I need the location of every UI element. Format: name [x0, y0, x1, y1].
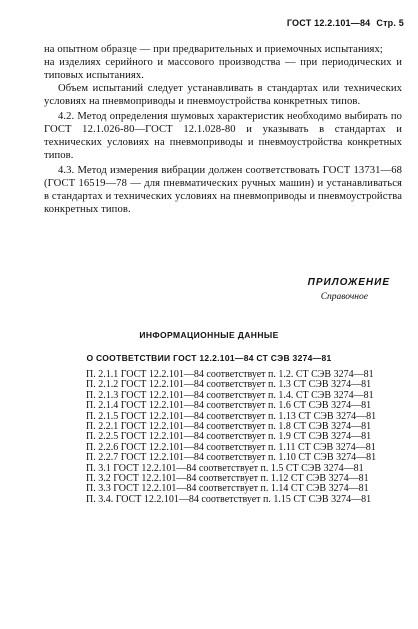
- paragraph: 4.3. Метод измерения вибрации должен соответствовать ГОСТ 13731—68 (ГОСТ 16519—78 — для пневматических ручных машин) и устанавливаться в стандартах и технических условиях на пневмоприводы и пневмоустройства конкретных типов.: [44, 165, 402, 215]
- paragraph: Объем испытаний следует устанавливать в стандартах или технических условиях на пневмоприводы и пневмоустройства конкретных типов.: [44, 83, 402, 107]
- list-item: П. 2.1.4 ГОСТ 12.2.101—84 соответствует п. 1.6 СТ СЭВ 3274—81: [86, 400, 372, 412]
- paragraph: на опытном образце — при предварительных и приемочных испытаниях;: [44, 44, 383, 55]
- correspondence-list: [86, 370, 404, 505]
- list-item: П. 2.1.1 ГОСТ 12.2.101—84 соответствует п. 1.2. СТ СЭВ 3274—81: [86, 369, 374, 380]
- info-subtitle: О СООТВЕТСТВИИ ГОСТ 12.2.101—84 СТ СЭВ 3274—81: [86, 353, 332, 363]
- page-number: Стр. 5: [376, 18, 404, 28]
- list-item: П. 3.1 ГОСТ 12.2.101—84 соответствует п. 1.5 СТ СЭВ 3274—81: [86, 462, 364, 474]
- body-text: [44, 43, 402, 216]
- standard-number: ГОСТ 12.2.101—84: [286, 18, 371, 28]
- list-item: П. 3.3 ГОСТ 12.2.101—84 соответствует п. 1.14 СТ СЭВ 3274—81: [86, 483, 369, 495]
- list-item: П. 2.2.1 ГОСТ 12.2.101—84 соответствует п. 1.8 СТ СЭВ 3274—81: [86, 421, 372, 433]
- paragraph: 4.2. Метод определения шумовых характеристик необходимо выбирать по ГОСТ 12.1.026-80—ГОСТ 12.1.028-80 и указывать в стандартах и технических условиях на пневмоприводы и пневмоустройства конкретных типов.: [44, 111, 402, 161]
- list-item: П. 3.2 ГОСТ 12.2.101—84 соответствует п. 1.12 СТ СЭВ 3274—81: [86, 473, 369, 485]
- list-item: П. 2.1.3 ГОСТ 12.2.101—84 соответствует п. 1.4. СТ СЭВ 3274—81: [86, 389, 374, 401]
- list-item: П. 3.4. ГОСТ 12.2.101—84 соответствует п. 1.15 СТ СЭВ 3274—81: [86, 493, 372, 505]
- page-header: [287, 18, 404, 28]
- info-title: ИНФОРМАЦИОННЫЕ ДАННЫЕ: [139, 330, 279, 340]
- list-item: П. 2.1.2 ГОСТ 12.2.101—84 соответствует п. 1.3 СТ СЭВ 3274—81: [86, 379, 372, 391]
- list-item: П. 2.2.6 ГОСТ 12.2.101—84 соответствует п. 1.11 СТ СЭВ 3274—81: [86, 441, 376, 453]
- appendix-subtitle: Справочное: [320, 292, 368, 302]
- list-item: П. 2.1.5 ГОСТ 12.2.101—84 соответствует п. 1.13 СТ СЭВ 3274—81: [86, 410, 377, 422]
- list-item: П. 2.2.7 ГОСТ 12.2.101—84 соответствует п. 1.10 СТ СЭВ 3274—81: [86, 452, 377, 464]
- list-item: П. 2.2.5 ГОСТ 12.2.101—84 соответствует п. 1.9 СТ СЭВ 3274—81: [86, 431, 372, 443]
- appendix-heading: [308, 277, 390, 302]
- paragraph: на изделиях серийного и массового производства — при периодических и типовых испытаниях.: [44, 57, 402, 81]
- appendix-title: ПРИЛОЖЕНИЕ: [307, 277, 390, 288]
